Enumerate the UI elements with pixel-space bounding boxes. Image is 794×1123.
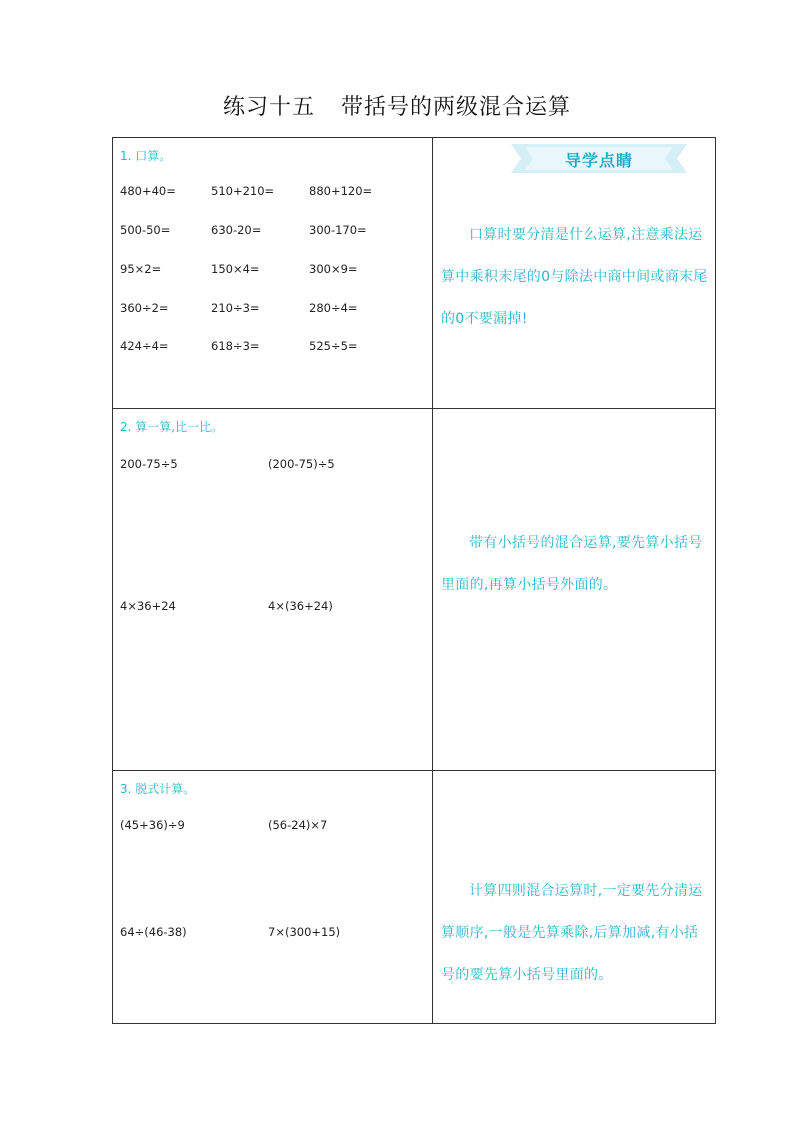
- section-1-heading: 1. 口算。: [120, 149, 172, 163]
- section-1-guide: [433, 138, 715, 408]
- section-3-guide: [433, 771, 715, 1023]
- section-3: [113, 771, 715, 1023]
- oral-calc-item: 424÷4=: [120, 339, 169, 353]
- oral-calc-item: 300×9=: [309, 262, 358, 276]
- compare-calc-item: (200-75)÷5: [268, 457, 335, 471]
- title-part-1: 练习十五: [222, 95, 315, 120]
- oral-calc-item: 480+40=: [120, 184, 176, 198]
- section-1: [113, 138, 715, 408]
- stepwise-calc-item: (56-24)×7: [268, 818, 328, 832]
- section-3-tip: 计算四则混合运算时,一定要先分清运算顺序,一般是先算乘除,后算加减,有小括号的要先算小括号里面的。: [441, 883, 703, 983]
- stepwise-calc-item: 7×(300+15): [268, 925, 341, 939]
- oral-calc-item: 618÷3=: [211, 339, 260, 353]
- oral-calc-item: 150×4=: [211, 262, 260, 276]
- section-2-tip: 带有小括号的混合运算,要先算小括号里面的,再算小括号外面的。: [441, 535, 703, 593]
- stepwise-calc-item: (45+36)÷9: [120, 818, 185, 832]
- oral-calc-item: 510+210=: [211, 184, 275, 198]
- guide-banner-text: 导学点睛: [564, 151, 633, 170]
- oral-calc-item: 360÷2=: [120, 301, 169, 315]
- oral-calc-item: 525÷5=: [309, 339, 358, 353]
- guide-banner: [511, 144, 687, 173]
- oral-calc-item: 500-50=: [120, 223, 171, 237]
- oral-calc-item: 630-20=: [211, 223, 262, 237]
- oral-calc-item: 95×2=: [120, 262, 162, 276]
- exercise-table: [112, 137, 716, 1024]
- oral-calc-item: 280÷4=: [309, 301, 358, 315]
- oral-calc-item: 300-170=: [309, 223, 367, 237]
- section-2-heading: 2. 算一算,比一比。: [120, 420, 224, 434]
- section-1-exercises: [113, 138, 432, 408]
- section-2-exercises: [113, 409, 432, 770]
- compare-calc-item: 200-75÷5: [120, 457, 178, 471]
- section-2: [113, 409, 715, 770]
- section-1-tip: 口算时要分清是什么运算,注意乘法运算中乘积末尾的0与除法中商中间或商末尾的0不要漏掉!: [441, 227, 708, 327]
- oral-calc-item: 210÷3=: [211, 301, 260, 315]
- oral-calc-item: 880+120=: [309, 184, 373, 198]
- stepwise-calc-item: 64÷(46-38): [120, 925, 187, 939]
- section-2-guide: [433, 409, 715, 770]
- page-title: [0, 90, 794, 121]
- section-3-heading: 3. 脱式计算。: [120, 782, 196, 796]
- compare-calc-item: 4×(36+24): [268, 599, 333, 613]
- compare-calc-item: 4×36+24: [120, 599, 176, 613]
- title-part-2: 带括号的两级混合运算: [341, 95, 572, 120]
- section-3-exercises: [113, 771, 432, 1023]
